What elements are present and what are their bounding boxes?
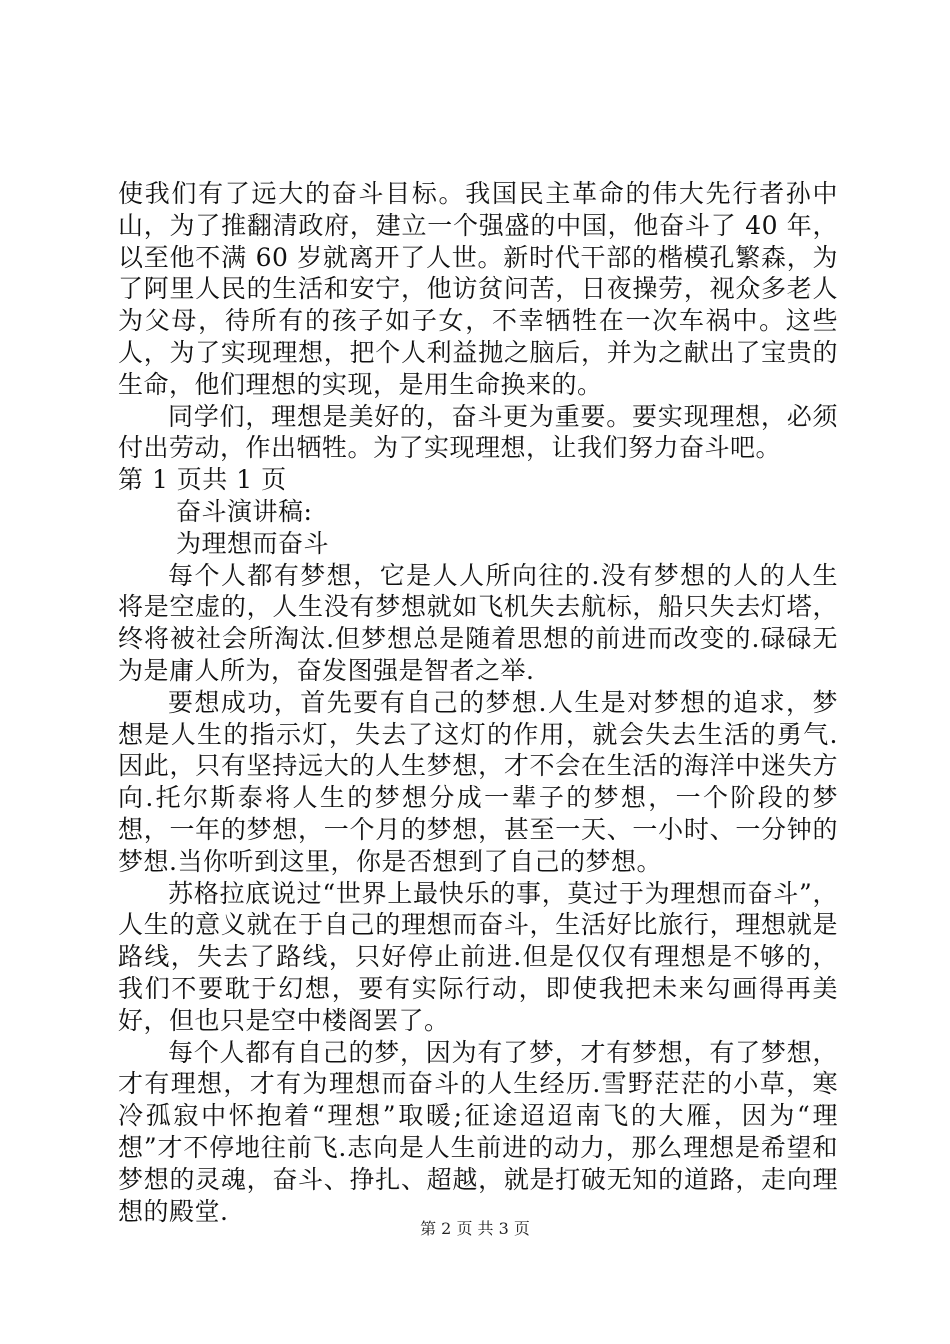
speech-heading: 奋斗演讲稿: <box>176 496 313 526</box>
inner-page-mark: 第 1 页共 1 页 <box>118 465 287 495</box>
speech-title: 为理想而奋斗 <box>176 528 330 558</box>
paragraph-closing: 同学们，理想是美好的，奋斗更为重要。要实现理想，必须付出劳动，作出牺牲。为了实现理想，让我们努力奋斗吧。 <box>118 401 838 463</box>
paragraph-dreams: 每个人都有梦想，它是人人所向往的.没有梦想的人的人生将是空虚的，人生没有梦想就如飞机失去航标，船只失去灯塔，终将被社会所淘汰.但梦想总是随着思想的前进而改变的.碌碌无为是庸人所为，奋发图强是智者之举. <box>118 560 838 685</box>
paragraph-everyone: 每个人都有自己的梦，因为有了梦，才有梦想，有了梦想，才有理想，才有为理想而奋斗的人生经历.雪野茫茫的小草，寒冷孤寂中怀抱着“理想”取暖;征途迢迢南飞的大雁，因为“理想”才不停地往前飞.志向是人生前进的动力，那么理想是希望和梦想的灵魂，奋斗、挣扎、超越，就是打破无知的道路，走向理想的殿堂. <box>118 1037 838 1226</box>
paragraph-socrates: 苏格拉底说过“世界上最快乐的事，莫过于为理想而奋斗”，人生的意义就在于自己的理想而奋斗，生活好比旅行，理想就是路线，失去了路线，只好停止前进.但是仅仅有理想是不够的，我们不要耽于幻想，要有实际行动，即使我把未来勾画得再美好，但也只是空中楼阁罢了。 <box>118 878 838 1035</box>
document-body <box>118 178 838 1227</box>
paragraph-continued: 使我们有了远大的奋斗目标。我国民主革命的伟大先行者孙中山，为了推翻清政府，建立一个强盛的中国，他奋斗了 40 年，以至他不满 60 岁就离开了人世。新时代干部的楷模孔繁森，为了阿里人民的生活和安宁，他访贫问苦，日夜操劳，视众多老人为父母，待所有的孩子如子女，不幸牺牲在一次车祸中。这些人，为了实现理想，把个人利益抛之脑后，并为之献出了宝贵的生命，他们理想的实现，是用生命换来的。 <box>118 179 838 399</box>
paragraph-success: 要想成功，首先要有自己的梦想.人生是对梦想的追求，梦想是人生的指示灯，失去了这灯的作用，就会失去生活的勇气.因此，只有坚持远大的人生梦想，才不会在生活的海洋中迷失方向.托尔斯泰将人生的梦想分成一辈子的梦想，一个阶段的梦想，一年的梦想，一个月的梦想，甚至一天、一小时、一分钟的梦想.当你听到这里，你是否想到了自己的梦想。 <box>118 687 838 876</box>
page-footer: 第 2 页 共 3 页 <box>420 1219 530 1238</box>
